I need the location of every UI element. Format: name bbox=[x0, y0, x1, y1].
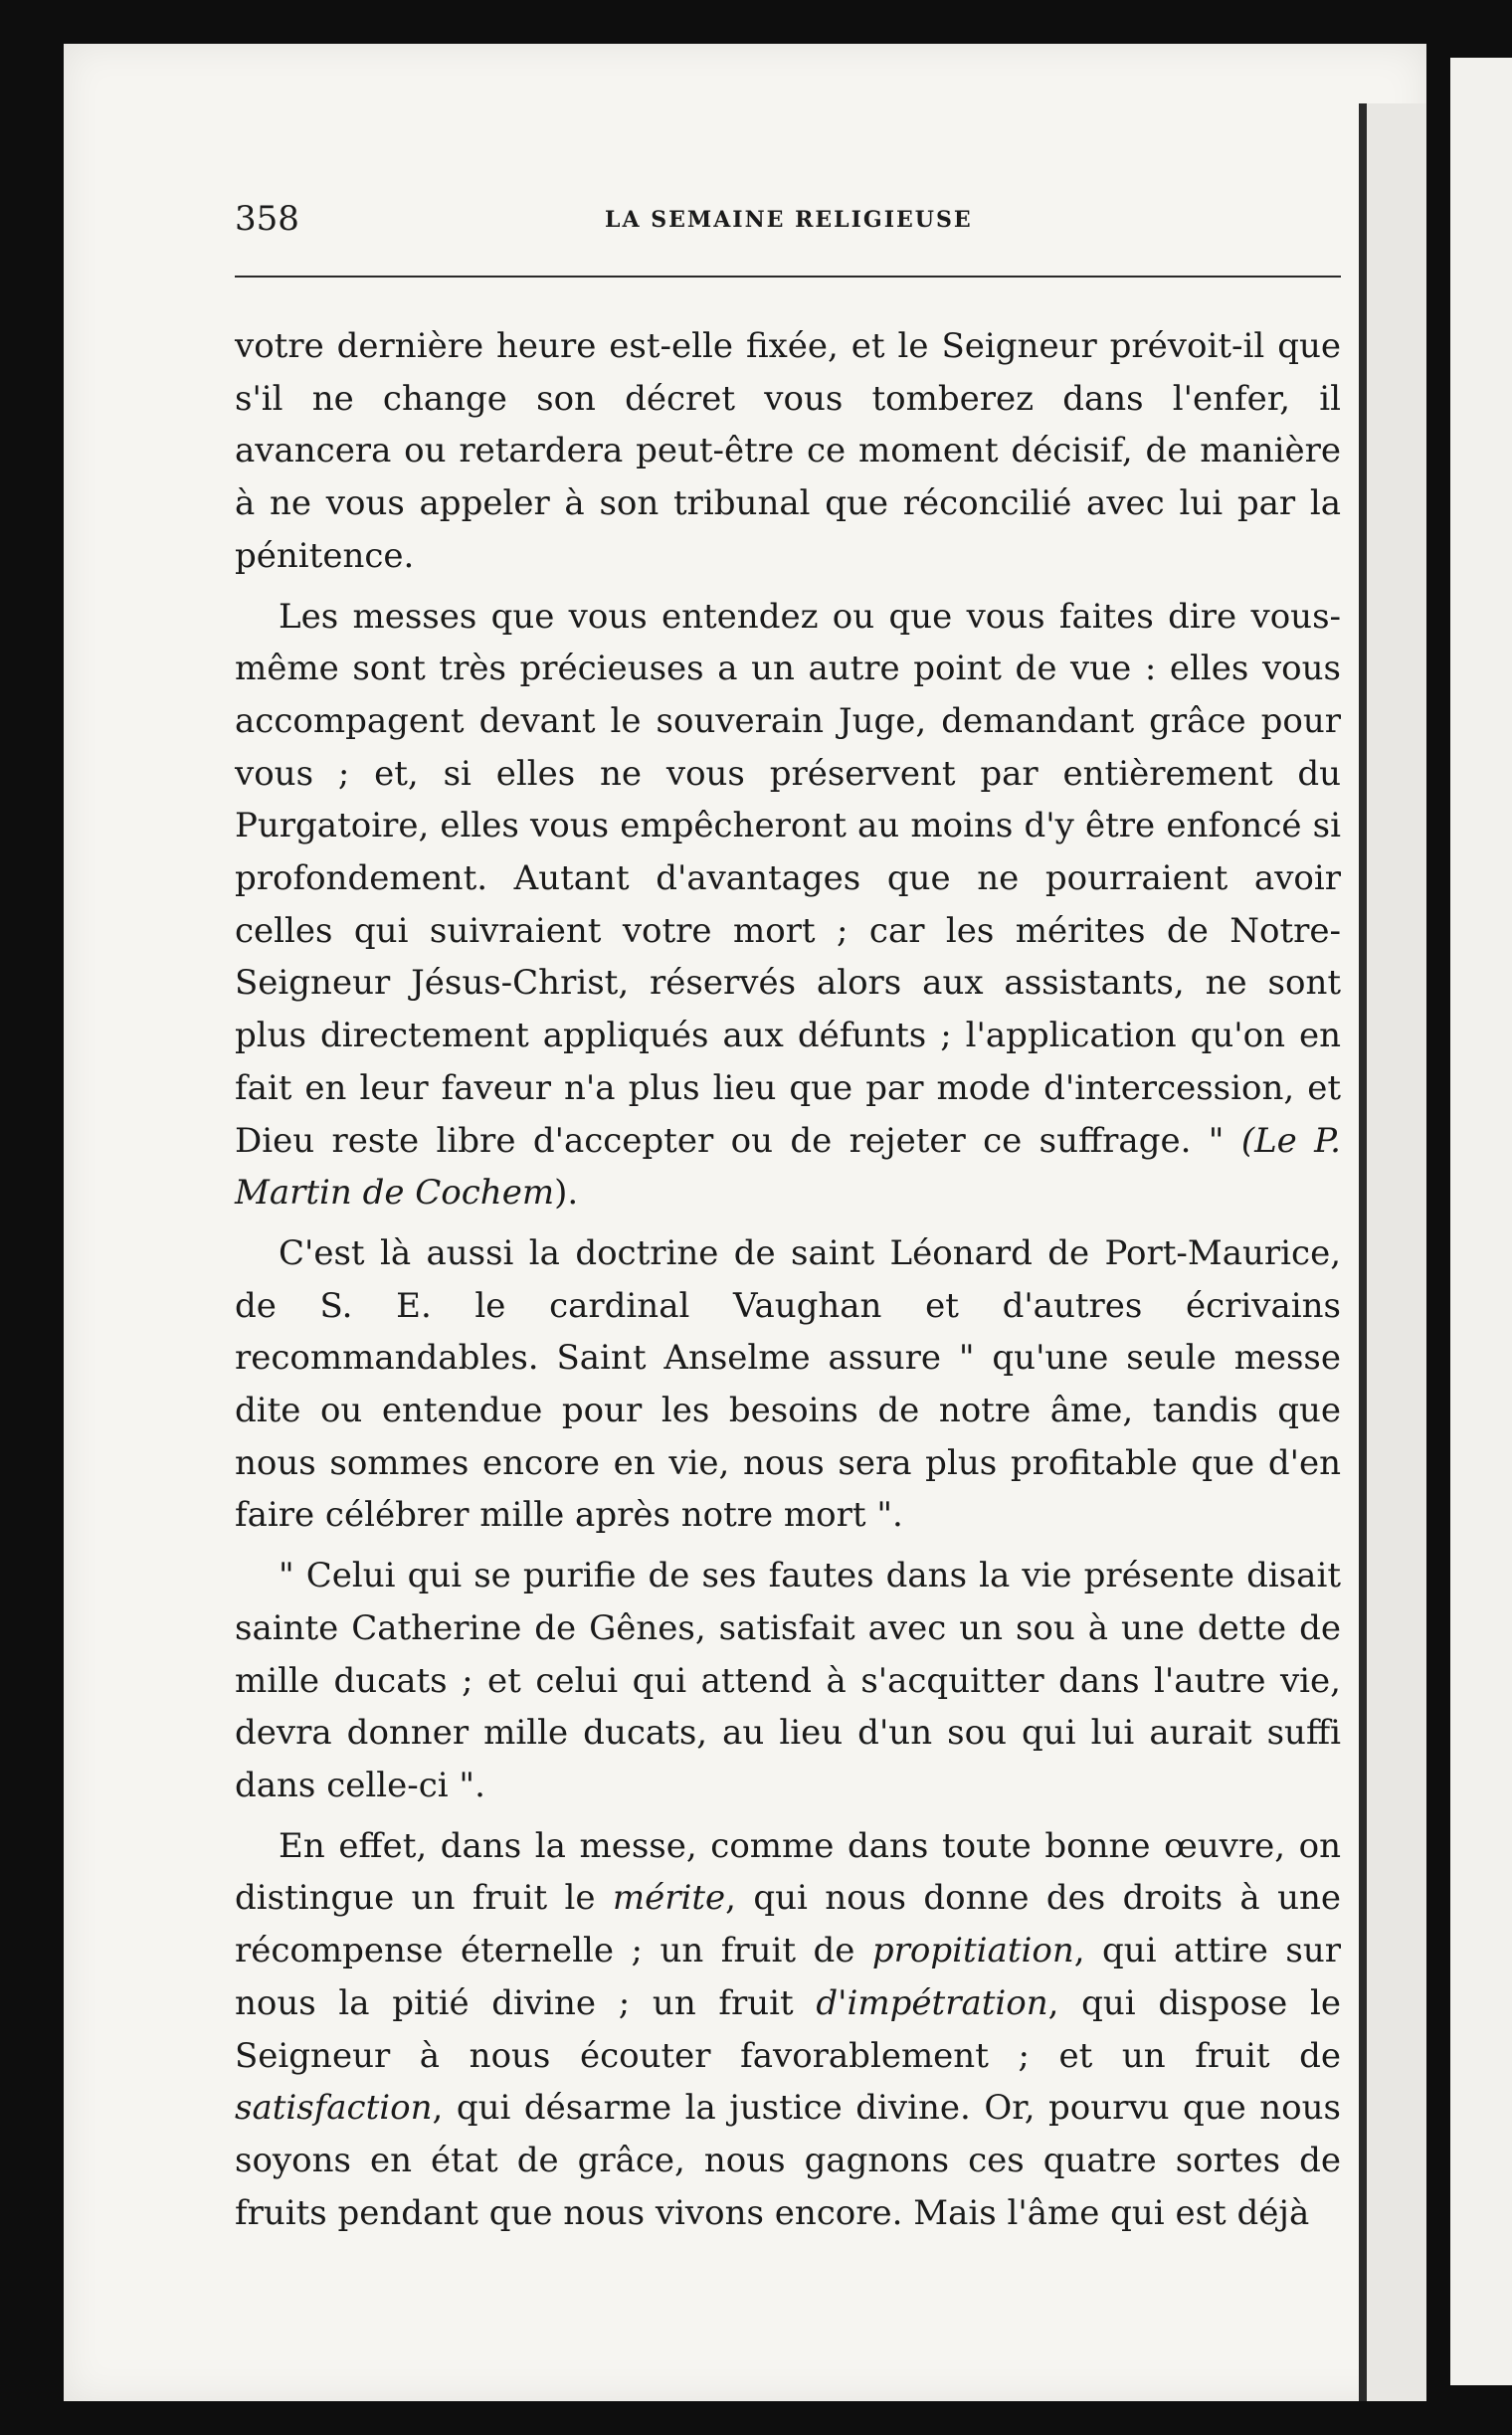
text-segment: , qui nous donne des droits à une récompense éternelle ; un fruit de bbox=[235, 1878, 1341, 1971]
text-segment: En effet, dans la messe, comme dans toute bonne œuvre, on distingue un fruit le bbox=[235, 1825, 1341, 1919]
paragraph bbox=[235, 320, 1341, 583]
adjacent-page-edge bbox=[1450, 58, 1512, 2385]
paragraph bbox=[235, 1227, 1341, 1542]
text-segment: Les messes que vous entendez ou que vous faites dire vous-même sont très précieuses a un autre point de vue : elles vous accompagent devant le souverain Juge, demandant grâce pour vous ; et, si elles ne vous préservent par entièrement du Purgatoire, elles vous empêcheront au moins d'y être enfoncé si profondement. Autant d'avantages que ne pourraient avoir celles qui suivraient votre mort ; car les mérites de Notre-Seigneur Jésus-Christ, réservés alors aux assistants, ne sont plus directement appliqués aux défunts ; l'application qu'on en fait en leur faveur n'a plus lieu que par mode d'intercession, et Dieu reste libre d'accepter ou de rejeter ce suffrage. " bbox=[235, 596, 1341, 1161]
text-segment: ). bbox=[554, 1173, 579, 1214]
text-segment: , qui dispose le Seigneur à nous écouter favorablement ; et un fruit de bbox=[235, 1982, 1341, 2076]
paragraph bbox=[235, 1820, 1341, 2240]
text-segment: votre dernière heure est-elle fixée, et le Seigneur prévoit-il que s'il ne change son décret vous tomberez dans l'enfer, il avancera ou retardera peut-être ce moment décisif, de manière à ne vous appeler à son tribunal que réconcilié avec lui par la pénitence. bbox=[235, 326, 1341, 576]
text-segment: , qui désarme la justice divine. Or, pourvu que nous soyons en état de grâce, nous gagnons ces quatre sortes de fruits pendant que nous vivons encore. Mais l'âme qui est déjà bbox=[235, 2088, 1341, 2233]
page-number: 358 bbox=[235, 199, 299, 239]
italic-text: propitiation bbox=[871, 1931, 1074, 1971]
paragraph bbox=[235, 591, 1341, 1219]
italic-text: mérite bbox=[612, 1878, 726, 1919]
paragraph bbox=[235, 1550, 1341, 1812]
italic-text: (Le P. Martin de Cochem bbox=[235, 1120, 1341, 1214]
text-segment: " Celui qui se purifie de ses fautes dans la vie présente disait sainte Catherine de Gênes, satisfait avec un sou à une dette de mille ducats ; et celui qui attend à s'acquitter dans l'autre vie, devra donner mille ducats, au lieu d'un sou qui lui aurait suffi dans celle-ci ". bbox=[235, 1556, 1341, 1805]
page-gutter-shadow bbox=[1359, 103, 1426, 2401]
text-segment: , qui attire sur nous la pitié divine ; un fruit bbox=[235, 1931, 1341, 2023]
italic-text: d'impétration bbox=[816, 1982, 1048, 2023]
text-segment: C'est là aussi la doctrine de saint Léonard de Port-Maurice, de S. E. le cardinal Vaughan et d'autres écrivains recommandables. Saint Anselme assure " qu'une seule messe dite ou entendue pour les besoins de notre âme, tandis que nous sommes encore en vie, nous sera plus profitable que d'en faire célébrer mille après notre mort ". bbox=[235, 1232, 1341, 1536]
italic-text: satisfaction bbox=[235, 2088, 433, 2129]
running-head: LA SEMAINE RELIGIEUSE bbox=[605, 207, 973, 233]
page-header bbox=[235, 199, 1341, 259]
header-rule bbox=[235, 276, 1341, 278]
body-text bbox=[235, 320, 1341, 2239]
